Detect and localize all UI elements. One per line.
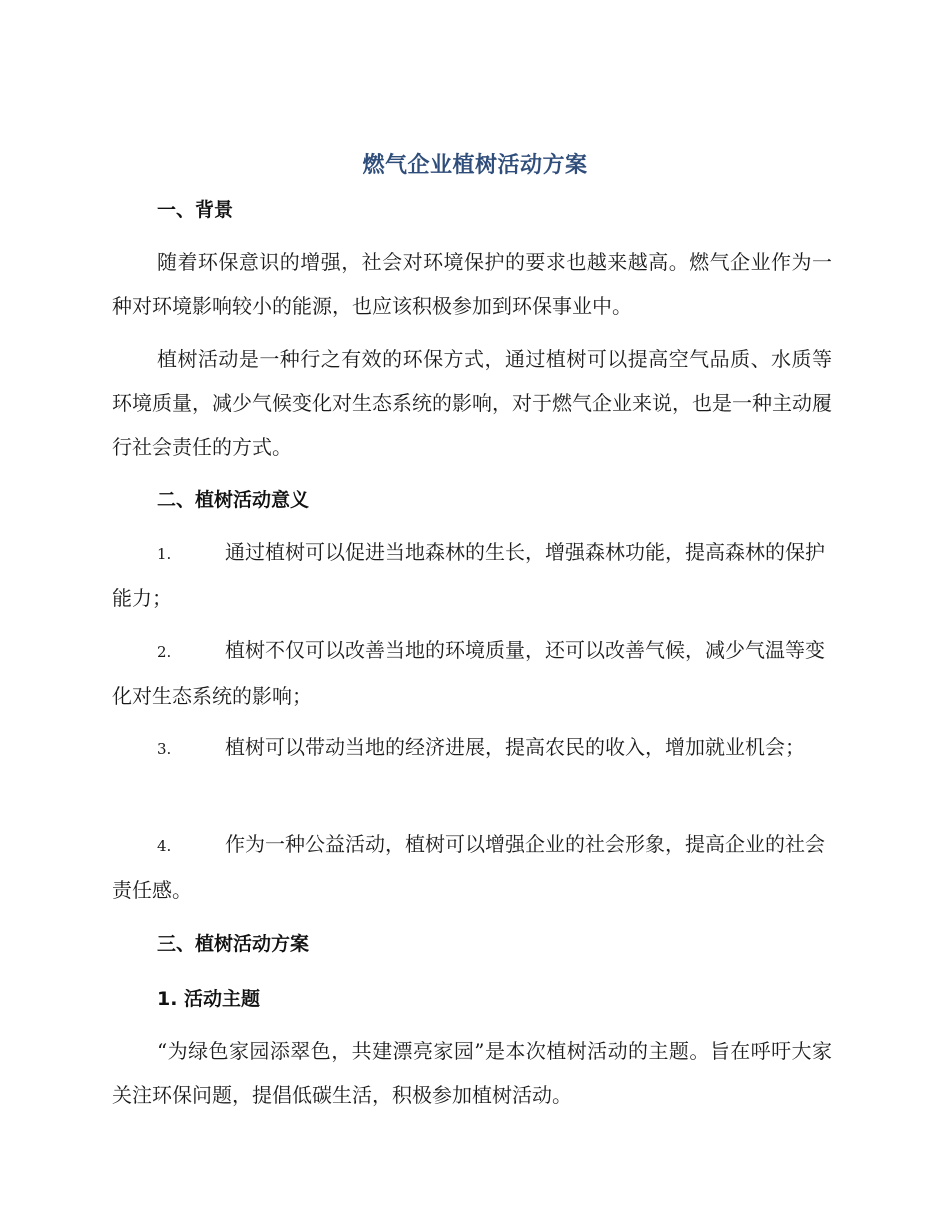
- background-paragraph-1: 随着环保意识的增强，社会对环境保护的要求也越来越高。燃气企业作为一种对环境影响较小的能源，也应该积极参加到环保事业中。: [112, 250, 832, 318]
- list-item: [112, 725, 832, 771]
- section-heading-significance: 二、植树活动意义: [157, 489, 310, 511]
- list-item: [112, 530, 832, 620]
- list-item-number: 1.: [157, 545, 172, 563]
- section-heading-background: 一、背景: [157, 199, 234, 221]
- background-paragraph-2: 植树活动是一种行之有效的环保方式，通过植树可以提高空气品质、水质等环境质量，减少气候变化对生态系统的影响，对于燃气企业来说，也是一种主动履行社会责任的方式。: [112, 347, 832, 459]
- theme-paragraph: “为绿色家园添翠色，共建漂亮家园”是本次植树活动的主题。旨在呼吁大家关注环保问题，提倡低碳生活，积极参加植树活动。: [112, 1039, 832, 1107]
- list-item-number: 3.: [157, 740, 172, 758]
- document-title: 燃气企业植树活动方案: [362, 153, 588, 178]
- list-item-text: 作为一种公益活动，植树可以增强企业的社会形象，提高企业的社会责任感。: [112, 832, 825, 902]
- list-item-text: 植树不仅可以改善当地的环境质量，还可以改善气候，减少气温等变化对生态系统的影响；: [112, 638, 825, 708]
- section-heading-plan: 三、植树活动方案: [157, 933, 310, 955]
- subsection-heading-theme: 1. 活动主题: [157, 988, 261, 1010]
- list-item-text: 植树可以带动当地的经济进展，提高农民的收入，增加就业机会；: [225, 735, 805, 759]
- list-item-number: 2.: [157, 643, 172, 661]
- list-item: [112, 822, 832, 912]
- list-item-text: 通过植树可以促进当地森林的生长，增强森林功能，提高森林的保护能力；: [112, 540, 825, 610]
- list-item-number: 4.: [157, 837, 172, 855]
- list-item: [112, 628, 832, 718]
